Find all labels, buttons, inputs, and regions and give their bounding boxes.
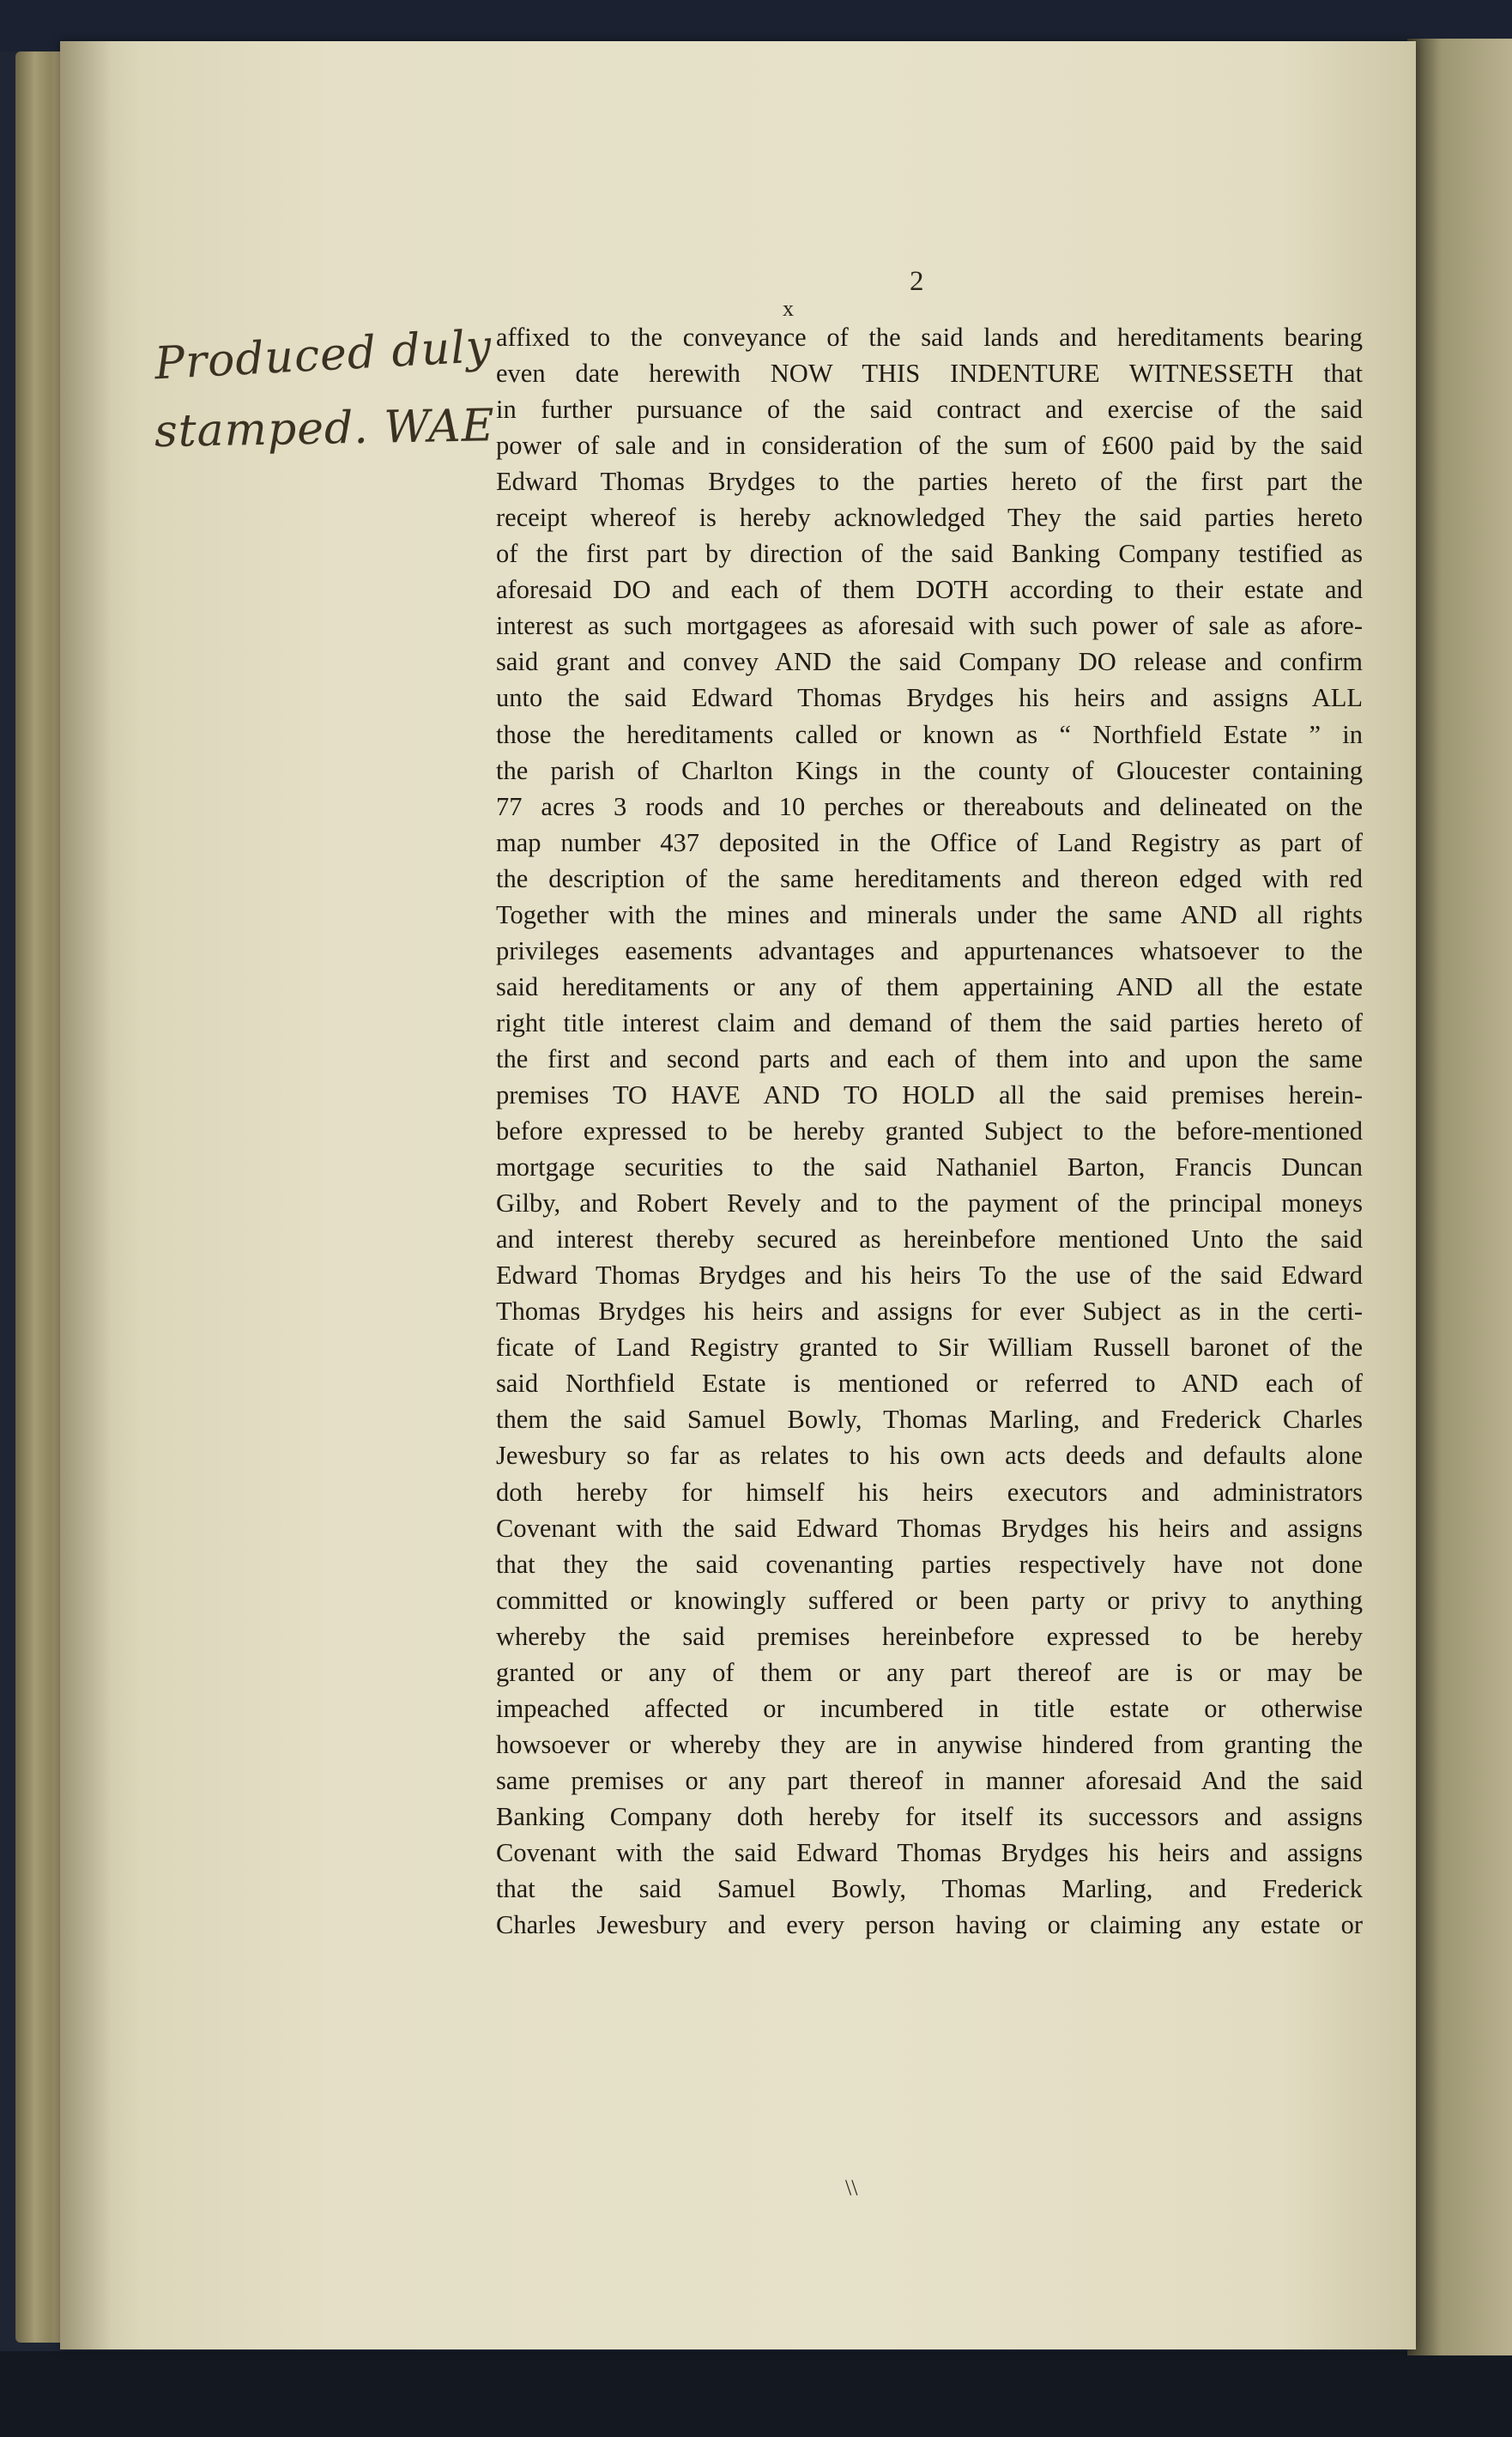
text-line: privileges easements advantages and appurtenances whatsoever to the (496, 935, 1363, 965)
text-line: whereby the said premises hereinbefore expressed to be hereby (496, 1621, 1363, 1651)
text-line: 77 acres 3 roods and 10 perches or thereabouts and delineated on the (496, 791, 1363, 821)
text-line: right title interest claim and demand of them the said parties hereto of (496, 1007, 1363, 1037)
text-line: receipt whereof is hereby acknowledged They the said parties hereto (496, 503, 1363, 533)
text-line: Jewesbury so far as relates to his own acts deeds and defaults alone (496, 1441, 1363, 1471)
text-line: those the hereditaments called or known as “ Northfield Estate ” in (496, 719, 1363, 749)
text-line: map number 437 deposited in the Office of Land Registry as part of (496, 827, 1363, 857)
text-line: before expressed to be hereby granted Subject to the before-mentioned (496, 1116, 1363, 1146)
text-line: even date herewith NOW THIS INDENTURE WITNESSETH that (496, 359, 1363, 389)
text-line: impeached affected or incumbered in title estate or otherwise (496, 1693, 1363, 1723)
text-line: aforesaid DO and each of them DOTH according to their estate and (496, 575, 1363, 605)
bottom-mark: \\ (845, 2175, 858, 2200)
text-line: them the said Samuel Bowly, Thomas Marling, and Frederick Charles (496, 1405, 1363, 1435)
text-line: Covenant with the said Edward Thomas Brydges his heirs and assigns (496, 1837, 1363, 1867)
text-line: the parish of Charlton Kings in the county of Gloucester containing (496, 755, 1363, 785)
text-line: and interest thereby secured as hereinbefore mentioned Unto the said (496, 1225, 1363, 1255)
text-line: Together with the mines and minerals under the same AND all rights (496, 899, 1363, 929)
text-line: Gilby, and Robert Revely and to the payment of the principal moneys (496, 1188, 1363, 1218)
text-line: Banking Company doth hereby for itself its successors and assigns (496, 1801, 1363, 1831)
gutter-shadow (60, 41, 112, 2349)
body-text (496, 319, 1363, 1943)
text-line: doth hereby for himself his heirs executors and administrators (496, 1477, 1363, 1507)
text-line: that they the said covenanting parties respectively have not done (496, 1549, 1363, 1579)
text-line: howsoever or whereby they are in anywise hindered from granting the (496, 1729, 1363, 1759)
binding-bottom (0, 2351, 1512, 2437)
text-line: affixed to the conveyance of the said lands and hereditaments bearing (496, 323, 1363, 352)
text-line: the description of the same hereditaments and thereon edged with red (496, 863, 1363, 893)
text-line: said hereditaments or any of them appertaining AND all the estate (496, 971, 1363, 1001)
text-line: that the said Samuel Bowly, Thomas Marling, and Frederick (496, 1874, 1363, 1904)
text-line: ficate of Land Registry granted to Sir William Russell baronet of the (496, 1333, 1363, 1363)
margin-annotation-line-1: Produced duly (153, 320, 493, 390)
text-line: interest as such mortgagees as aforesaid with such power of sale as afore- (496, 611, 1363, 641)
text-line: said Northfield Estate is mentioned or referred to AND each of (496, 1369, 1363, 1399)
text-line: same premises or any part thereof in manner aforesaid And the said (496, 1765, 1363, 1795)
text-line: said grant and convey AND the said Company DO release and confirm (496, 647, 1363, 677)
text-line: Thomas Brydges his heirs and assigns for ever Subject as in the certi- (496, 1297, 1363, 1327)
text-line: premises TO HAVE AND TO HOLD all the said premises herein- (496, 1079, 1363, 1110)
text-line: unto the said Edward Thomas Brydges his heirs and assigns ALL (496, 683, 1363, 713)
text-line: Covenant with the said Edward Thomas Brydges his heirs and assigns (496, 1513, 1363, 1543)
margin-mark: x (783, 296, 794, 321)
text-line: Edward Thomas Brydges to the parties hereto of the first part the (496, 467, 1363, 497)
text-line: Edward Thomas Brydges and his heirs To the use of the said Edward (496, 1261, 1363, 1291)
text-line: granted or any of them or any part thereof are is or may be (496, 1657, 1363, 1687)
margin-annotation-line-2: stamped. WAE (154, 400, 496, 458)
text-line: in further pursuance of the said contract and exercise of the said (496, 395, 1363, 425)
text-line: committed or knowingly suffered or been party or privy to anything (496, 1585, 1363, 1615)
text-line: power of sale and in consideration of the sum of £600 paid by the said (496, 431, 1363, 461)
text-line: mortgage securities to the said Nathaniel Barton, Francis Duncan (496, 1152, 1363, 1182)
text-line: of the first part by direction of the said Banking Company testified as (496, 539, 1363, 569)
text-line: the first and second parts and each of them into and upon the same (496, 1043, 1363, 1073)
page-number: 2 (910, 266, 924, 297)
text-line: Charles Jewesbury and every person having or claiming any estate or (496, 1910, 1363, 1940)
